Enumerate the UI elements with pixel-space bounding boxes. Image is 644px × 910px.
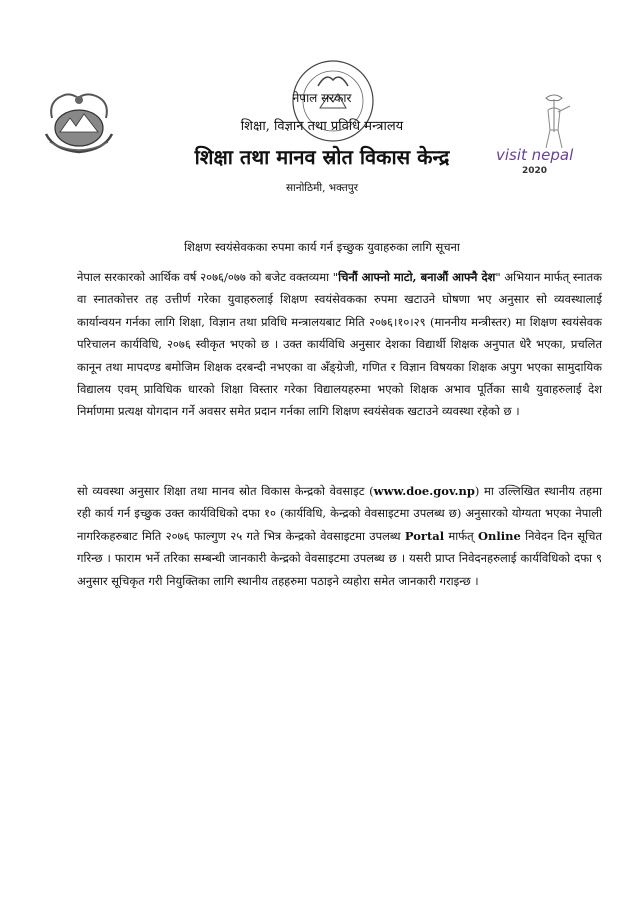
visit-nepal-year: 2020: [522, 166, 548, 176]
p2-d: निवेदन दिन सूचित गरिन्छ । फाराम भर्ने तरिका सम्बन्धी जानकारी केन्द्रको वेवसाइटमा उपलब्ध छ । यसरी प्राप्त निवेदनहरुलाई कार्यविधिको दफा ९ अनुसार सूचिकृत गरी नियुक्तिका लागि स्थानीय तहहरुमा पठाइने व्यहोरा समेत जानकारी गराइन्छ ।: [77, 528, 603, 588]
p2-a: सो व्यवस्था अनुसार शिक्षा तथा मानव स्रोत विकास केन्द्रको वेवसाइट (: [77, 484, 374, 498]
notice-title: शिक्षण स्वयंसेवकका रुपमा कार्य गर्न इच्छुक युवाहरुका लागि सूचना: [184, 240, 460, 254]
visit-nepal-figure-icon: [496, 92, 602, 152]
p1-rest: " अभियान मार्फत् स्नातक वा स्नातकोत्तर तह उत्तीर्ण गरेका युवाहरुलाई शिक्षण स्वयंसेवकका रुपमा खटाउने घोषणा भए अनुसार सो व्यवस्थालाई कार्यान्वयन गर्नका लागि शिक्षा, विज्ञान तथा प्रविधि मन्त्रालयबाट मिति २०७६।१०।२९ (माननीय मन्त्रीस्तर) मा शिक्षण स्वयंसेवक परिचालन कार्यविधि, २०७६ स्वीकृत भएको छ । उक्त कार्यविधि अनुसार देशका विद्यार्थी शिक्षक अनुपात धेरै भएका, प्रचलित कानून तथा मापदण्ड बमोजिम शिक्षक दरबन्दी नभएका वा अँङ्ग्रेजी, गणित र विज्ञान विषयका शिक्षक अपुग भएका सामुदायिक विद्यालय एवम् प्राविधिक धारको शिक्षा विस्तार गरेका विद्यालयहरुमा भएको शिक्षक अभाव पूर्तिका साथै युवाहरुलाई देश निर्माणमा प्रत्यक्ष योगदान गर्ने अवसर समेत प्रदान गर्नका लागि शिक्षण स्वयंसेवक खटाउने व्यवस्था रहेको छ ।: [77, 270, 602, 419]
campaign-slogan: चिनौं आफ्नो माटो, बनाऔं आफ्नै देश: [338, 270, 496, 284]
online-text: Online: [478, 528, 521, 543]
p2-b: ) मा उल्लिखित स्थानीय तहमा रही कार्य गर्न इच्छुक उक्त कार्यविधिको दफा १० (कार्यविधि, केन्द्रको वेवसाइटमा उपलब्ध छ) अनुसारको योग्यता भएका नेपाली नागरिकहरुबाट मिति २०७६ फाल्गुण २५ गते भित्र केन्द्रको वेवसाइटमा उपलब्ध: [77, 484, 602, 543]
government-name: नेपाल सरकार: [292, 91, 352, 105]
notice-paragraph-1: [77, 266, 602, 423]
p2-c: मार्फत्: [444, 528, 478, 543]
office-location: सानोठिमी, भक्तपुर: [285, 182, 359, 194]
visit-nepal-wordmark: visit nepal: [496, 146, 574, 164]
website-link[interactable]: www.doe.gov.np: [373, 484, 475, 498]
ministry-name: शिक्षा, विज्ञान तथा प्रविधि मन्त्रालय: [240, 119, 404, 134]
center-name: शिक्षा तथा मानव स्रोत विकास केन्द्र: [194, 145, 450, 169]
p1-lead: नेपाल सरकारको आर्थिक वर्ष २०७६/०७७ को बजेट वक्तव्यमा ": [77, 270, 339, 284]
visit-nepal-logo: [496, 92, 602, 184]
portal-text: Portal: [404, 528, 445, 543]
notice-paragraph-2: [77, 480, 602, 592]
